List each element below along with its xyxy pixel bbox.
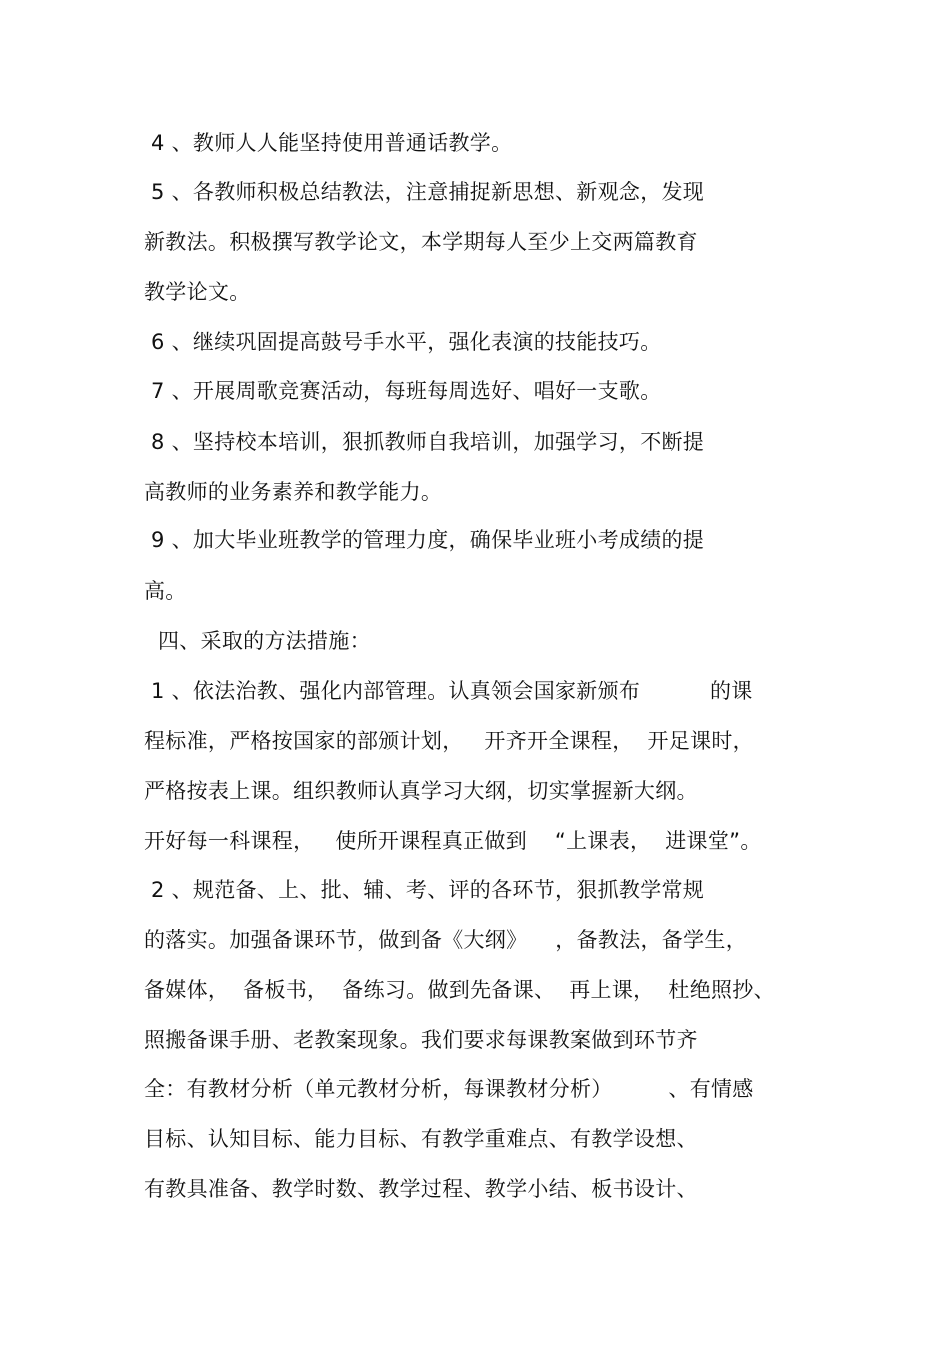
text-line: 有教具准备、教学时数、教学过程、教学小结、板书设计、 [144, 1177, 698, 1201]
text-line: 9 、加大毕业班教学的管理力度，确保毕业班小考成绩的提 [144, 528, 705, 552]
text-line: 高。 [144, 579, 187, 603]
text-line: 8 、坚持校本培训，狠抓教师自我培训，加强学习，不断提 [144, 430, 705, 454]
text-line: 照搬备课手册、老教案现象。我们要求每课教案做到环节齐 [144, 1028, 698, 1052]
text-line: 高教师的业务素养和教学能力。 [144, 480, 443, 504]
text-line: 7 、开展周歌竞赛活动，每班每周选好、唱好一支歌。 [144, 379, 662, 403]
text-line: 开好每一科课程， 使所开课程真正做到 “上课表， 进课堂”。 [144, 829, 762, 853]
text-line: 教学论文。 [144, 280, 251, 304]
section-heading: 四、采取的方法措施： [144, 629, 371, 653]
text-line: 的落实。加强备课环节，做到备《大纲》 ，备教法，备学生， [144, 928, 747, 952]
text-line: 4 、教师人人能坚持使用普通话教学。 [144, 131, 513, 155]
text-line: 严格按表上课。组织教师认真学习大纲，切实掌握新大纲。 [144, 779, 698, 803]
text-line: 5 、各教师积极总结教法，注意捕捉新思想、新观念，发现 [144, 180, 705, 204]
text-line: 目标、认知目标、能力目标、有教学重难点、有教学设想、 [144, 1127, 698, 1151]
text-line: 新教法。积极撰写教学论文，本学期每人至少上交两篇教育 [144, 230, 698, 254]
text-line: 2 、规范备、上、批、辅、考、评的各环节，狠抓教学常规 [144, 878, 705, 902]
text-line: 1 、依法治教、强化内部管理。认真领会国家新颁布 的课 [144, 679, 753, 703]
text-line: 备媒体， 备板书， 备练习。做到先备课、 再上课， 杜绝照抄、 [144, 978, 775, 1002]
text-line: 程标准，严格按国家的部颁计划， 开齐开全课程， 开足课时， [144, 729, 754, 753]
text-line: 全：有教材分析（单元教材分析，每课教材分析） 、有情感 [144, 1077, 754, 1101]
text-line: 6 、继续巩固提高鼓号手水平，强化表演的技能技巧。 [144, 330, 662, 354]
